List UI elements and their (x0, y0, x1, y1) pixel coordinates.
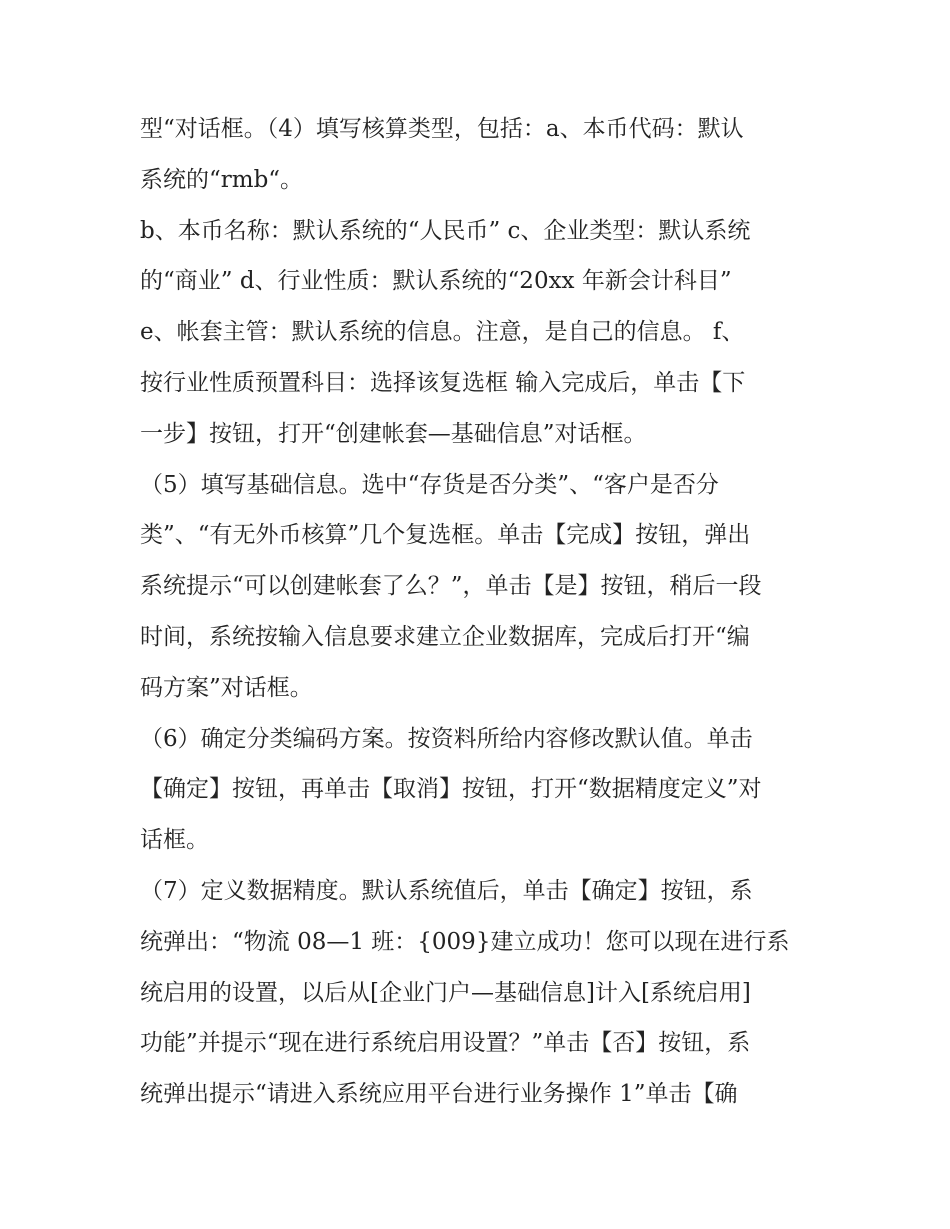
text-line: 功能”并提示“现在进行系统启用设置？”单击【否】按钮，系 (140, 1030, 751, 1057)
text-line: 统弹出提示“请进入系统应用平台进行业务操作 1”单击【确 (140, 1081, 738, 1108)
text-line: 时间，系统按输入信息要求建立企业数据库，完成后打开“编 (140, 623, 750, 650)
text-line: 一步】按钮，打开“创建帐套—基础信息”对话框。 (140, 420, 647, 447)
text-line: （5）填写基础信息。选中“存货是否分类”、“客户是否分 (140, 471, 719, 498)
text-line: 系统提示“可以创建帐套了么？”，单击【是】按钮，稍后一段 (140, 573, 762, 600)
text-line: 的“商业” d、行业性质：默认系统的“20xx 年新会计科目” (140, 268, 732, 295)
text-line: b、本币名称：默认系统的“人民币” c、企业类型：默认系统 (140, 217, 751, 244)
text-line: 按行业性质预置科目：选择该复选框 输入完成后，单击【下 (140, 369, 746, 396)
text-line: 型“对话框。（4）填写核算类型，包括：a、本币代码：默认 (140, 116, 744, 142)
text-line: 系统的“rmb“。 (140, 166, 304, 193)
text-line: 类”、“有无外币核算”几个复选框。单击【完成】按钮，弹出 (140, 522, 751, 549)
text-line: 统弹出：“物流 08—1 班：{009}建立成功！您可以现在进行系 (140, 928, 790, 955)
text-line: （6）确定分类编码方案。按资料所给内容修改默认值。单击 (140, 725, 753, 752)
text-line: 【确定】按钮，再单击【取消】按钮，打开“数据精度定义”对 (140, 776, 762, 803)
body-text (140, 104, 820, 1120)
text-line: 话框。 (140, 827, 209, 854)
text-line: 码方案”对话框。 (140, 674, 313, 701)
text-line: （7）定义数据精度。默认系统值后，单击【确定】按钮，系 (140, 877, 753, 904)
text-line: 统启用的设置，以后从[企业门户—基础信息]计入[系统启用] (140, 979, 751, 1006)
text-line: e、帐套主管：默认系统的信息。注意，是自己的信息。 f、 (140, 319, 745, 346)
